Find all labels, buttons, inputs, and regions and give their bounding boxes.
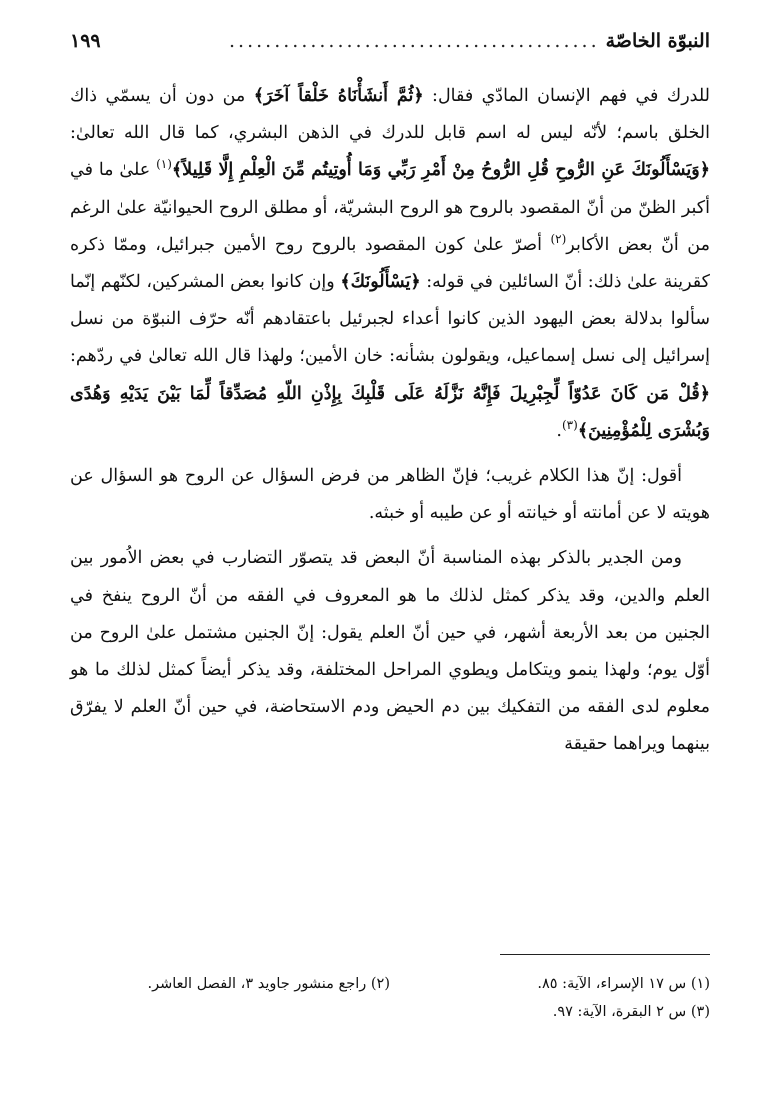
page-body — [70, 78, 710, 764]
footnote-reference: (٢) — [550, 231, 567, 246]
footnote-divider — [500, 954, 710, 955]
book-page — [70, 30, 710, 1080]
quran-verse: ﴿ثُمَّ أَنشَأْنَاهُ خَلْقاً آخَرَ﴾ — [253, 86, 424, 106]
quran-verse: ﴿يَسْأَلُونَكَ﴾ — [340, 272, 421, 293]
body-text: أقول: إنّ هذا الكلام غريب؛ فإنّ الظاهر من فرض السؤال عن الروح هو السؤال عن هويته لا عن أمانته أو خيانته أو عن طيبه أو خبثه. — [70, 466, 710, 524]
paragraph-3 — [70, 540, 710, 763]
quran-verse: ﴿وَيَسْأَلُونَكَ عَنِ الرُّوحِ قُلِ الرُّوحُ مِنْ أَمْرِ رَبِّي وَمَا أُوتِيتُم مِّنَ الْعِلْمِ إِلَّا قَلِيلاً﴾ — [171, 160, 710, 181]
footnote-row-2 — [70, 998, 710, 1026]
footnote-2: (٢) راجع منشور جاويد ٣، الفصل العاشر. — [147, 976, 390, 992]
body-text: من دون أن يسمّي ذاك الخلق باسم؛ لأنّه ليس له اسم قابل للدرك في الذهن البشري، كما قال الله تعالىٰ: — [70, 86, 710, 144]
body-text: ومن الجدير بالذكر بهذه المناسبة أنّ البعض قد يتصوّر التضارب في بعض الاُمور بين العلم والدين، وقد يذكر كمثل لذلك ما هو المعروف في الفقه من أنّ الروح ينفخ في الجنين من بعد الأربعة أشهر، في حين أنّ العلم يقول: إنّ الجنين مشتمل علىٰ الروح من أوّل يوم؛ ولهذا ينمو ويتكامل ويطوي المراحل المختلفة، وقد يذكر أيضاً كمثل لذلك ما هو معلوم لدى الفقه من التفكيك بين دم الحيض ودم الاستحاضة، في حين أنّ العلم لا يفرّق بينهما ويراهما حقيقة — [70, 548, 710, 755]
body-text: علىٰ ما في أكبر الظنّ من أنّ المقصود بالروح هو الروح البشريّة، أو مطلق الروح الحيوانيّة علىٰ الرغم من أنّ بعض الأكابر — [70, 160, 710, 255]
chapter-title: النبوّة الخاصّة — [605, 30, 710, 52]
quran-verse: ﴿قُلْ مَن كَانَ عَدُوّاً لِّجِبْرِيلَ فَإِنَّهُ نَزَّلَهُ عَلَى قَلْبِكَ بِإِذْنِ اللّهِ مُصَدِّقاً لِّمَا بَيْنَ يَدَيْهِ وَهُدًى وَبُشْرَى لِلْمُؤْمِنِينَ﴾ — [70, 383, 710, 441]
page-number: ١٩٩ — [70, 30, 101, 52]
body-text: للدرك في فهم الإنسان المادّي فقال: — [423, 86, 710, 106]
paragraph-1 — [70, 78, 710, 450]
footnote-reference: (١) — [156, 157, 172, 172]
footnote-row-1 — [70, 970, 710, 998]
footnote-3: (٣) س ٢ البقرة، الآية: ٩٧. — [552, 1004, 710, 1020]
footnote-reference: (٣) — [561, 418, 578, 432]
leader-dots: ......................................... — [229, 30, 600, 52]
paragraph-2 — [70, 458, 710, 532]
body-text: أصرّ علىٰ كون المقصود بالروح روح الأمين جبرائيل، وممّا ذكره كقرينة علىٰ ذلك: أنّ السائلين في قوله: — [70, 234, 710, 293]
footnote-1: (١) س ١٧ الإسراء، الآية: ٨٥. — [537, 976, 710, 992]
running-header — [70, 30, 710, 66]
footnotes — [70, 970, 710, 1026]
body-text: وإن كانوا بعض المشركين، لكنّهم إنّما سألوا بدلالة بعض اليهود الذين كانوا أعداء لجبرئيل باعتقادهم أنّه حرّف النبوّة من نسل إسرائيل إلى نسل إسماعيل، ويقولون بشأنه: خان الأمين؛ ولهذا قال الله تعالىٰ في ردّهم: — [70, 272, 710, 367]
body-text: . — [556, 420, 562, 441]
